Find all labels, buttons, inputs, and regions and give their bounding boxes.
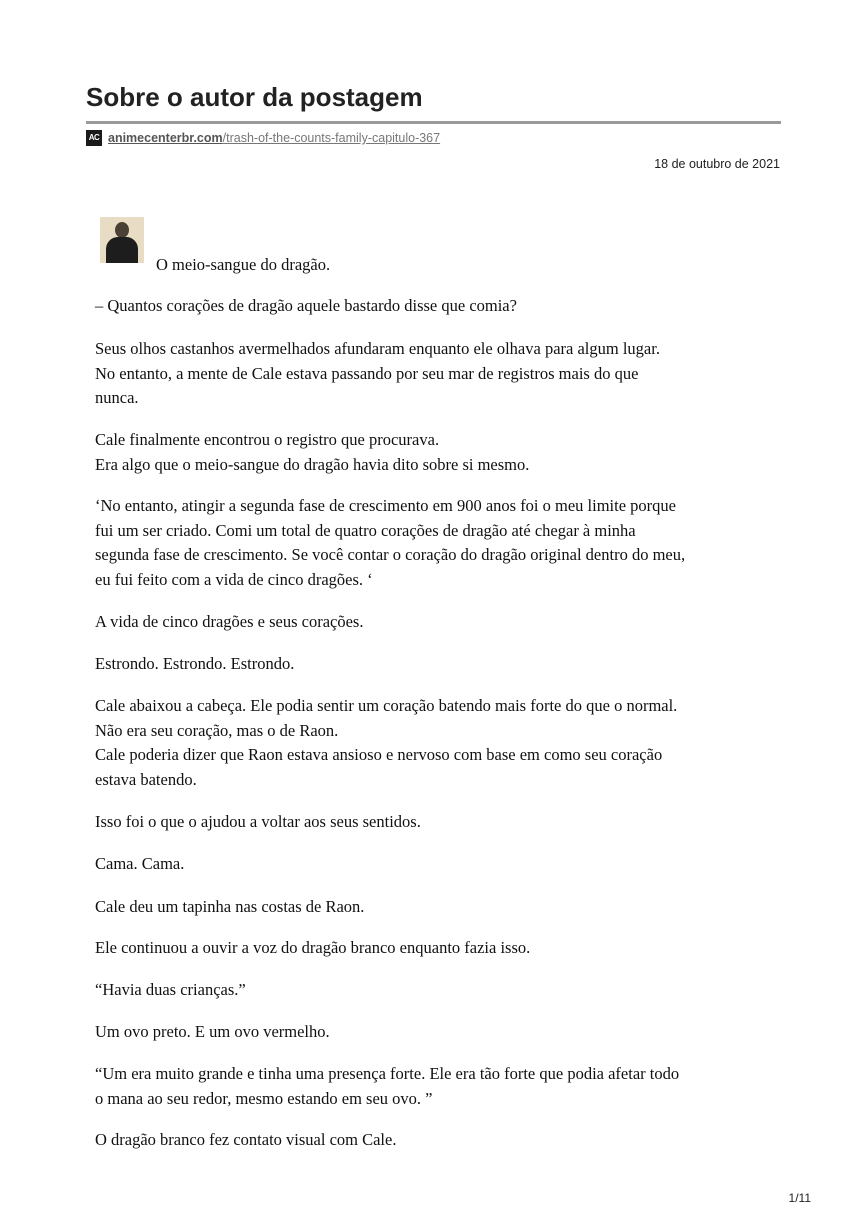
paragraph-line: O meio-sangue do dragão. (156, 255, 331, 274)
paragraph-line: – Quantos corações de dragão aquele bastardo disse que comia? (95, 296, 517, 315)
paragraph-line: Cale abaixou a cabeça. Ele podia sentir um coração batendo mais forte do que o normal. (95, 696, 678, 715)
source-path-link[interactable]: /trash-of-the-counts-family-capitulo-367 (222, 131, 441, 145)
paragraph (95, 494, 787, 592)
paragraph-line: A vida de cinco dragões e seus corações. (95, 612, 364, 631)
paragraph-line: Não era seu coração, mas o de Raon. (95, 720, 339, 740)
paragraph-line: Um ovo preto. E um ovo vermelho. (95, 1022, 330, 1041)
paragraph-line: Ele continuou a ouvir a voz do dragão branco enquanto fazia isso. (95, 938, 531, 957)
source-link[interactable] (86, 129, 440, 147)
paragraph-line: eu fui feito com a vida de cinco dragões. ‘ (95, 569, 373, 589)
paragraph (95, 936, 787, 961)
paragraph (95, 337, 787, 411)
paragraph-line: Estrondo. Estrondo. Estrondo. (95, 654, 295, 673)
paragraph (95, 895, 787, 920)
paragraph-line: “Havia duas crianças.” (95, 980, 246, 999)
paragraph (95, 852, 787, 877)
paragraph (95, 1128, 787, 1153)
source-domain-link[interactable]: animecenterbr.com (108, 131, 223, 145)
page-title: Sobre o autor da postagem (86, 82, 423, 112)
paragraph-line: Seus olhos castanhos avermelhados afundaram enquanto ele olhava para algum lugar. (95, 339, 660, 358)
paragraph (95, 610, 787, 635)
paragraph (95, 1020, 787, 1045)
paragraph-line: “Um era muito grande e tinha uma presença forte. Ele era tão forte que podia afetar todo (95, 1064, 680, 1083)
paragraph-line: Cale poderia dizer que Raon estava ansioso e nervoso com base em como seu coração (95, 745, 663, 764)
paragraph (95, 810, 787, 835)
paragraph-line: Cale deu um tapinha nas costas de Raon. (95, 897, 365, 916)
paragraph-line: Era algo que o meio-sangue do dragão havia dito sobre si mesmo. (95, 454, 530, 474)
paragraph-line: nunca. (95, 388, 139, 407)
paragraph (95, 652, 787, 677)
avatar-body-shape (106, 237, 138, 263)
paragraph (95, 978, 787, 1003)
paragraph-line: segunda fase de crescimento. Se você contar o coração do dragão original dentro do meu, (95, 545, 686, 564)
paragraph (95, 694, 787, 792)
paragraph (156, 253, 848, 278)
paragraph (95, 1062, 787, 1111)
author-avatar (100, 217, 144, 263)
paragraph (95, 428, 787, 477)
paragraph-line: No entanto, a mente de Cale estava passando por seu mar de registros mais do que (95, 363, 639, 383)
paragraph-line: Isso foi o que o ajudou a voltar aos seus sentidos. (95, 812, 421, 831)
paragraph-line: fui um ser criado. Comi um total de quatro corações de dragão até chegar à minha (95, 520, 636, 540)
paragraph-line: estava batendo. (95, 769, 197, 789)
post-date: 18 de outubro de 2021 (654, 157, 780, 171)
paragraph-line: ‘No entanto, atingir a segunda fase de crescimento em 900 anos foi o meu limite porque (95, 496, 676, 515)
paragraph-line: Cama. Cama. (95, 854, 185, 873)
page-number: 1/11 (788, 1191, 811, 1205)
paragraph (95, 294, 787, 319)
paragraph-line: O dragão branco fez contato visual com Cale. (95, 1130, 397, 1149)
title-divider (86, 121, 781, 124)
paragraph-line: Cale finalmente encontrou o registro que procurava. (95, 430, 440, 449)
paragraph-line: o mana ao seu redor, mesmo estando em seu ovo. ” (95, 1088, 433, 1108)
site-logo-icon: AC (86, 130, 102, 146)
avatar-head-shape (115, 222, 129, 238)
